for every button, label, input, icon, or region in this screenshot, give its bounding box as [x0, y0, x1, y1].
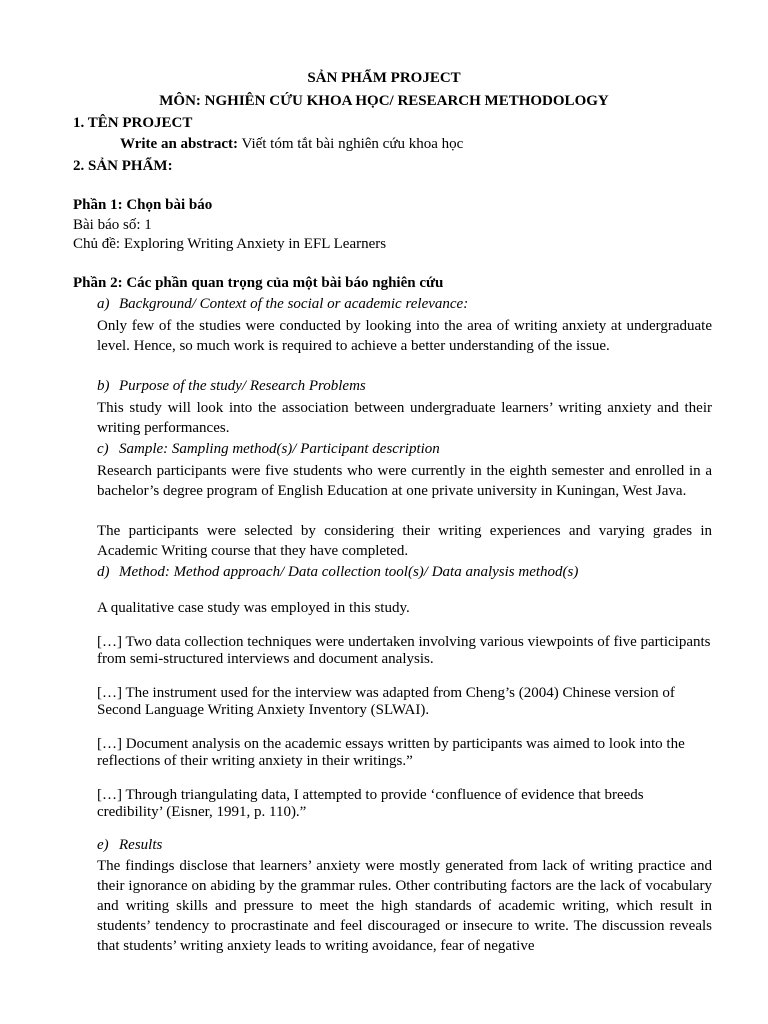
subsection-d-para-3: […] The instrument used for the interview was adapted from Cheng’s (2004) Chinese version of Second Language Writing Anxiety Inventory (SLWAI).: [97, 685, 675, 718]
subsection-d-title: d) Method: Method approach/ Data collection tool(s)/ Data analysis method(s): [97, 564, 579, 580]
document-title: SẢN PHẨM PROJECT: [307, 70, 461, 86]
project-name: [120, 136, 463, 153]
subsection-c-text-2: The participants were selected by considering their writing experiences and varying grades in Academic Writing course that they have completed.: [97, 523, 712, 559]
subsection-c-text-1: Research participants were five students who were currently in the eighth semester and enrolled in a bachelor’s degree program of English Education at one private university in Kuningan, West Java.: [97, 463, 712, 499]
article-topic: Chủ đề: Exploring Writing Anxiety in EFL Learners: [73, 236, 387, 252]
subsection-e-text: The findings disclose that learners’ anxiety were mostly generated from lack of writing practice and their ignorance on abiding by the grammar rules. Other contributing factors are the lack of vocabulary and writing skills and pressure to meet the high standards of academic writing, which result in students’ tendency to procrastinate and feel discouraged or insecure to write. The discussion reveals that students’ writing anxiety leads to writing avoidance, fear of negative: [97, 858, 712, 954]
subsection-c-title: c) Sample: Sampling method(s)/ Participant description: [97, 441, 440, 457]
subsection-a-title: a) Background/ Context of the social or academic relevance:: [97, 296, 469, 312]
project-name-value: Viết tóm tắt bài nghiên cứu khoa học: [238, 136, 464, 152]
part2-heading: Phần 2: Các phần quan trọng của một bài báo nghiên cứu: [73, 275, 444, 291]
subsection-b-title: b) Purpose of the study/ Research Problems: [97, 378, 366, 394]
section1-heading: 1. TÊN PROJECT: [73, 115, 193, 131]
subsection-d-para-5: […] Through triangulating data, I attempted to provide ‘confluence of evidence that breeds credibility’ (Eisner, 1991, p. 110).”: [97, 787, 644, 820]
project-name-label: Write an abstract:: [120, 136, 239, 152]
subsection-d-para-4: […] Document analysis on the academic essays written by participants was aimed to look into the reflections of their writing anxiety in their writings.”: [97, 736, 685, 769]
article-number: Bài báo số: 1: [73, 217, 152, 233]
part1-heading: Phần 1: Chọn bài báo: [73, 197, 213, 213]
subsection-d-para-1: A qualitative case study was employed in this study.: [97, 600, 410, 616]
document-subtitle: MÔN: NGHIÊN CỨU KHOA HỌC/ RESEARCH METHODOLOGY: [159, 93, 609, 109]
subsection-e-title: e) Results: [97, 837, 163, 853]
subsection-a-text: Only few of the studies were conducted by looking into the area of writing anxiety at undergraduate level. Hence, so much work is required to achieve a better understanding of the issue.: [97, 318, 712, 354]
subsection-b-text: This study will look into the association between undergraduate learners’ writing anxiety and their writing performances.: [97, 400, 712, 436]
section2-heading: 2. SẢN PHẨM:: [73, 158, 173, 174]
subsection-d-para-2: […] Two data collection techniques were undertaken involving various viewpoints of five participants from semi-structured interviews and document analysis.: [97, 634, 711, 667]
